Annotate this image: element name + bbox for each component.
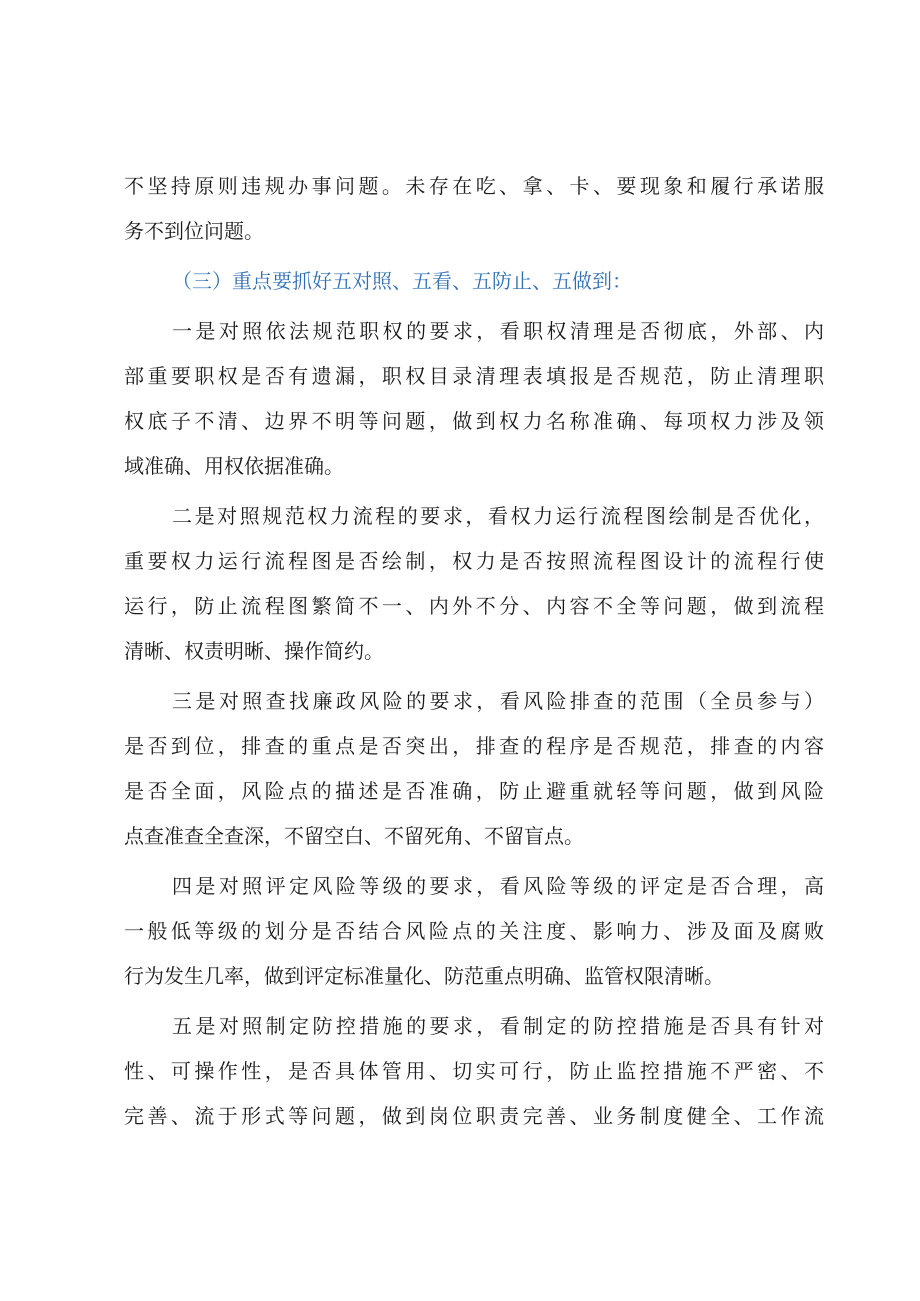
text-line: 完善、流于形式等问题，做到岗位职责完善、业务制度健全、工作流 [124,1104,824,1128]
text-line: 不坚持原则违规办事问题。未存在吃、拿、卡、要现象和履行承诺服 [124,174,824,198]
paragraph-5 [124,1004,824,1139]
text-line: 四是对照评定风险等级的要求，看风险等级的评定是否合理，高 [172,874,824,898]
text-line: 权底子不清、边界不明等问题，做到权力名称准确、每项权力涉及领 [124,409,824,433]
text-line: 性、可操作性，是否具体管用、切实可行，防止监控措施不严密、不 [124,1059,824,1083]
continuation-paragraph [124,164,824,254]
paragraph-4 [124,864,824,999]
paragraph-3 [124,679,824,859]
paragraph-1 [124,309,824,489]
document-body [124,164,824,1144]
text-line: 清晰、权责明晰、操作简约。 [124,639,384,663]
text-line: 域准确、用权依据准确。 [124,454,344,478]
text-line: 务不到位问题。 [124,219,264,243]
text-line: 部重要职权是否有遗漏，职权目录清理表填报是否规范，防止清理职 [124,364,824,388]
text-line: 行为发生几率，做到评定标准量化、防范重点明确、监管权限清晰。 [124,964,724,988]
text-line: 一般低等级的划分是否结合风险点的关注度、影响力、涉及面及腐败 [124,919,824,943]
text-line: 重要权力运行流程图是否绘制，权力是否按照流程图设计的流程行使 [124,549,824,573]
paragraph-2 [124,494,824,674]
text-line: 是否全面，风险点的描述是否准确，防止避重就轻等问题，做到风险 [124,779,824,803]
text-line: 运行，防止流程图繁简不一、内外不分、内容不全等问题，做到流程 [124,594,824,618]
text-line: 二是对照规范权力流程的要求，看权力运行流程图绘制是否优化， [172,504,824,528]
text-line: 点查准查全查深，不留空白、不留死角、不留盲点。 [124,824,584,848]
section-heading: （三）重点要抓好五对照、五看、五防止、五做到： [172,269,632,293]
text-line: 一是对照依法规范职权的要求，看职权清理是否彻底，外部、内 [172,319,824,343]
text-line: 五是对照制定防控措施的要求，看制定的防控措施是否具有针对 [172,1014,824,1038]
text-line: 三是对照查找廉政风险的要求，看风险排查的范围（全员参与） [172,689,824,713]
text-line: 是否到位，排查的重点是否突出，排查的程序是否规范，排查的内容 [124,734,824,758]
